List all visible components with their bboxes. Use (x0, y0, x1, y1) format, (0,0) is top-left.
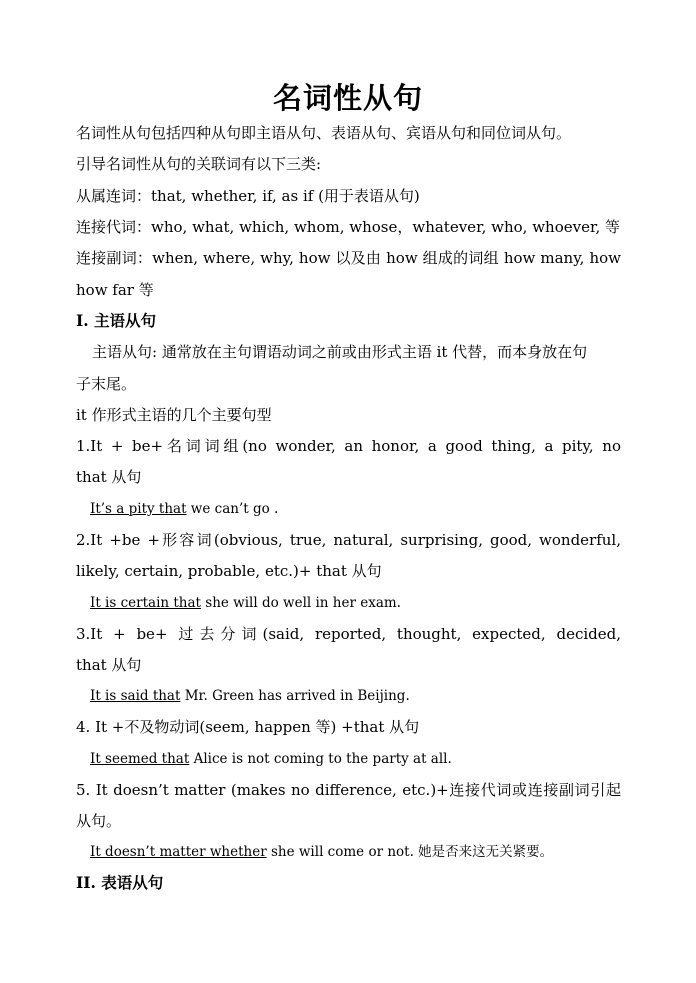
connective-adverbs-line-1: 连接副词：when, where, why, how 以及由 how 组成的词组 how many, how (76, 249, 621, 267)
pattern-3-line-1: 3.It + be+ 过去分词(said, reported, thought, expected, decided, (76, 625, 621, 643)
subject-clause-desc-line-2: 子末尾。 (76, 375, 137, 393)
pattern-4-line-1: 4. It +不及物动词(seem, happen 等) +that 从句 (76, 718, 420, 736)
patterns-heading: it 作形式主语的几个主要句型 (76, 406, 272, 424)
example-rest: Alice is not coming to the party at all. (189, 751, 452, 767)
example-underlined: It doesn’t matter whether (90, 844, 267, 860)
pattern-1-line-1: 1.It + be+名词词组(no wonder, an honor, a good thing, a pity, no (76, 437, 621, 455)
pattern-4-example (90, 749, 635, 769)
pattern-2-line-1: 2.It +be +形容词(obvious, true, natural, surprising, good, wonderful, (76, 531, 621, 549)
intro-line-1: 名词性从句包括四种从句即主语从句、表语从句、宾语从句和同位词从句。 (76, 124, 572, 142)
connective-pronouns: 连接代词：who, what, which, whom, whose，whatever, who, whoever, 等 (76, 218, 621, 236)
example-underlined: It is said that (90, 688, 181, 704)
example-rest: we can’t go . (186, 501, 279, 517)
pattern-1-line-2: that 从句 (76, 468, 142, 486)
pattern-5-line-2: 从句。 (76, 812, 122, 830)
example-underlined: It seemed that (90, 751, 190, 767)
pattern-3-example (90, 686, 635, 706)
pattern-5-line-1: 5. It doesn’t matter (makes no difference, etc.)+连接代词或连接副词引起 (76, 781, 621, 799)
example-rest: she will come or not. 她是否来这无关紧要。 (266, 844, 554, 860)
example-underlined: It is certain that (90, 595, 201, 611)
pattern-5-example (90, 842, 635, 862)
example-underlined: It’s a pity that (90, 501, 187, 517)
subject-clause-desc-line-1: 主语从句: 通常放在主句谓语动词之前或由形式主语 it 代替，而本身放在句 (92, 343, 588, 361)
pattern-1-example (90, 499, 635, 519)
example-rest: she will do well in her exam. (200, 595, 401, 611)
subordinating-conjunctions: 从属连词：that, whether, if, as if (用于表语从句) (76, 187, 420, 205)
example-rest: Mr. Green has arrived in Beijing. (180, 688, 410, 704)
page-title: 名词性从句 (272, 81, 423, 115)
connective-adverbs-line-2: how far 等 (76, 281, 154, 299)
section-heading-subject-clause: I. 主语从句 (76, 311, 157, 330)
intro-line-2: 引导名词性从句的关联词有以下三类: (76, 155, 322, 173)
pattern-3-line-2: that 从句 (76, 656, 142, 674)
section-heading-predicative-clause: II. 表语从句 (76, 873, 164, 892)
pattern-2-line-2: likely, certain, probable, etc.)+ that 从句 (76, 562, 382, 580)
pattern-2-example (90, 593, 635, 613)
